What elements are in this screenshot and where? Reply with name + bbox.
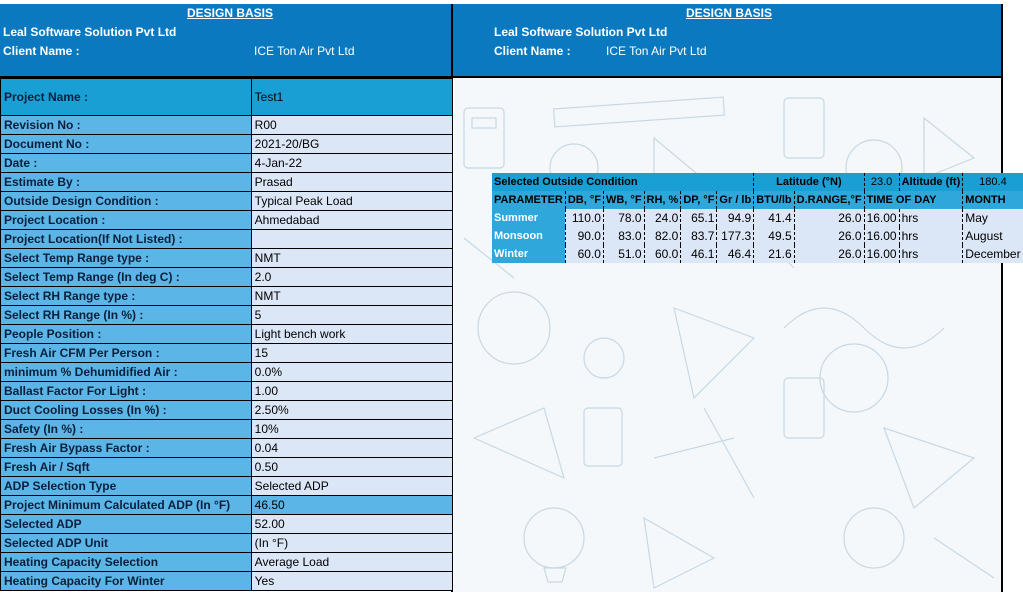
client-name-label: Client Name : [494,44,571,58]
field-value[interactable]: 5 [251,306,452,325]
form-row [1,211,453,230]
column-divider [1001,4,1003,592]
db-cell[interactable]: 110.0 [565,209,603,227]
field-label: Duct Cooling Losses (In %) : [1,401,252,420]
rh-cell[interactable]: 24.0 [644,209,681,227]
form-row [1,287,453,306]
col-header: TIME OF DAY [864,191,963,209]
field-label: Project Location : [1,211,252,230]
form-row [1,572,453,591]
form-row [1,173,453,192]
field-label: Estimate By : [1,173,252,192]
col-header: WB, °F [603,191,644,209]
field-label: Date : [1,154,252,173]
month-cell[interactable]: December [963,245,1023,263]
condition-row-winter [492,245,1023,263]
latitude-label: Latitude (°N) [754,173,864,191]
form-row [1,325,453,344]
form-row [1,116,453,135]
season-name: Monsoon [492,227,565,245]
field-value[interactable]: 2.50% [251,401,452,420]
col-header: DP, °F [681,191,717,209]
field-value[interactable]: Ahmedabad [251,211,452,230]
form-row [1,496,453,515]
form-row [1,154,453,173]
field-value[interactable]: R00 [251,116,452,135]
col-header: DB, °F [565,191,603,209]
drange-cell[interactable]: 26.0 [794,245,864,263]
field-label: Project Location(If Not Listed) : [1,230,252,249]
wb-cell[interactable]: 78.0 [603,209,644,227]
form-row [1,192,453,211]
field-label: Safety (In %) : [1,420,252,439]
field-label: Document No : [1,135,252,154]
field-label: Select Temp Range type : [1,249,252,268]
db-cell[interactable]: 90.0 [565,227,603,245]
form-row [1,458,453,477]
col-header: MONTH [963,191,1023,209]
season-name: Summer [492,209,565,227]
header-left [0,4,451,76]
field-value[interactable]: 10% [251,420,452,439]
form-row [1,439,453,458]
field-value[interactable]: NMT [251,287,452,306]
field-value[interactable]: Typical Peak Load [251,192,452,211]
field-value[interactable]: 46.50 [251,496,452,515]
field-value[interactable]: Prasad [251,173,452,192]
form-row [1,135,453,154]
design-basis-title: DESIGN BASIS [686,6,773,20]
col-header: D.RANGE,°F [794,191,864,209]
condition-title: Selected Outside Condition [492,173,754,191]
field-label: Selected ADP Unit [1,534,252,553]
field-label: Outside Design Condition : [1,192,252,211]
form-row [1,306,453,325]
field-value[interactable]: Yes [251,572,452,591]
condition-row-monsoon [492,227,1023,245]
form-row [1,344,453,363]
altitude-value: 180.4 [963,173,1023,191]
time-unit: hrs [899,245,963,263]
form-row [1,249,453,268]
form-row [1,363,453,382]
field-label: Select RH Range type : [1,287,252,306]
form-row [1,534,453,553]
rh-cell[interactable]: 82.0 [644,227,681,245]
client-name-label: Client Name : [3,44,80,58]
dp-cell[interactable]: 83.7 [681,227,717,245]
time-cell[interactable]: 16.00 [864,245,899,263]
time-cell[interactable]: 16.00 [864,227,899,245]
field-value[interactable]: 1.00 [251,382,452,401]
wb-cell[interactable]: 51.0 [603,245,644,263]
field-value[interactable]: Selected ADP [251,477,452,496]
field-label: Fresh Air / Sqft [1,458,252,477]
field-value[interactable]: Test1 [251,79,452,116]
drange-cell[interactable]: 26.0 [794,227,864,245]
col-header: BTU/lb [754,191,794,209]
field-label: Selected ADP [1,515,252,534]
decorative-background [454,78,1001,592]
header-right [453,4,1001,76]
form-row [1,268,453,287]
form-row [1,230,453,249]
latitude-value: 23.0 [864,173,899,191]
field-label: Project Minimum Calculated ADP (In °F) [1,496,252,515]
field-value[interactable] [251,230,452,249]
time-unit: hrs [899,227,963,245]
field-value[interactable]: 52.00 [251,515,452,534]
field-label: Select Temp Range (In deg C) : [1,268,252,287]
rh-cell[interactable]: 60.0 [644,245,681,263]
month-cell[interactable]: May [963,209,1023,227]
month-cell[interactable]: August [963,227,1023,245]
form-row [1,79,453,116]
form-row [1,553,453,572]
field-label: Project Name : [1,79,252,116]
field-value[interactable]: 0.50 [251,458,452,477]
form-row [1,401,453,420]
company-name: Leal Software Solution Pvt Ltd [3,25,177,39]
field-value[interactable]: NMT [251,249,452,268]
field-value[interactable]: 2.0 [251,268,452,287]
condition-row-summer [492,209,1023,227]
design-basis-form [0,78,453,591]
form-row [1,420,453,439]
company-name: Leal Software Solution Pvt Ltd [494,25,668,39]
form-row [1,477,453,496]
design-basis-title: DESIGN BASIS [187,6,274,20]
btu-cell[interactable]: 21.6 [754,245,794,263]
field-label: minimum % Dehumidified Air : [1,363,252,382]
dp-cell[interactable]: 46.1 [681,245,717,263]
field-label: ADP Selection Type [1,477,252,496]
field-value[interactable]: 4-Jan-22 [251,154,452,173]
field-value[interactable]: Light bench work [251,325,452,344]
field-label: Ballast Factor For Light : [1,382,252,401]
dp-cell[interactable]: 65.1 [681,209,717,227]
condition-title-row [492,173,1023,191]
drange-cell[interactable]: 26.0 [794,209,864,227]
db-cell[interactable]: 60.0 [565,245,603,263]
field-label: Heating Capacity For Winter [1,572,252,591]
wb-cell[interactable]: 83.0 [603,227,644,245]
field-value[interactable]: 2021-20/BG [251,135,452,154]
altitude-label: Altitude (ft) [899,173,963,191]
field-value[interactable]: Average Load [251,553,452,572]
gr-cell[interactable]: 177.3 [717,227,754,245]
col-header: RH, % [644,191,681,209]
field-label: Revision No : [1,116,252,135]
field-label: People Position : [1,325,252,344]
form-row [1,382,453,401]
col-header: PARAMETER [492,191,565,209]
time-cell[interactable]: 16.00 [864,209,899,227]
field-value[interactable]: 15 [251,344,452,363]
outside-condition-table [492,173,1023,263]
gr-cell[interactable]: 94.9 [717,209,754,227]
field-label: Fresh Air CFM Per Person : [1,344,252,363]
season-name: Winter [492,245,565,263]
client-name-value: ICE Ton Air Pvt Ltd [606,44,707,58]
client-name-value: ICE Ton Air Pvt Ltd [254,44,355,58]
btu-cell[interactable]: 49.5 [754,227,794,245]
gr-cell[interactable]: 46.4 [717,245,754,263]
field-label: Select RH Range (In %) : [1,306,252,325]
time-unit: hrs [899,209,963,227]
field-label: Fresh Air Bypass Factor : [1,439,252,458]
col-header: Gr / lb [717,191,754,209]
form-row [1,515,453,534]
field-label: Heating Capacity Selection [1,553,252,572]
field-value[interactable]: 0.0% [251,363,452,382]
btu-cell[interactable]: 41.4 [754,209,794,227]
doodle-pattern [454,78,1001,592]
field-value[interactable]: (In °F) [251,534,452,553]
condition-header-row [492,191,1023,209]
field-value[interactable]: 0.04 [251,439,452,458]
